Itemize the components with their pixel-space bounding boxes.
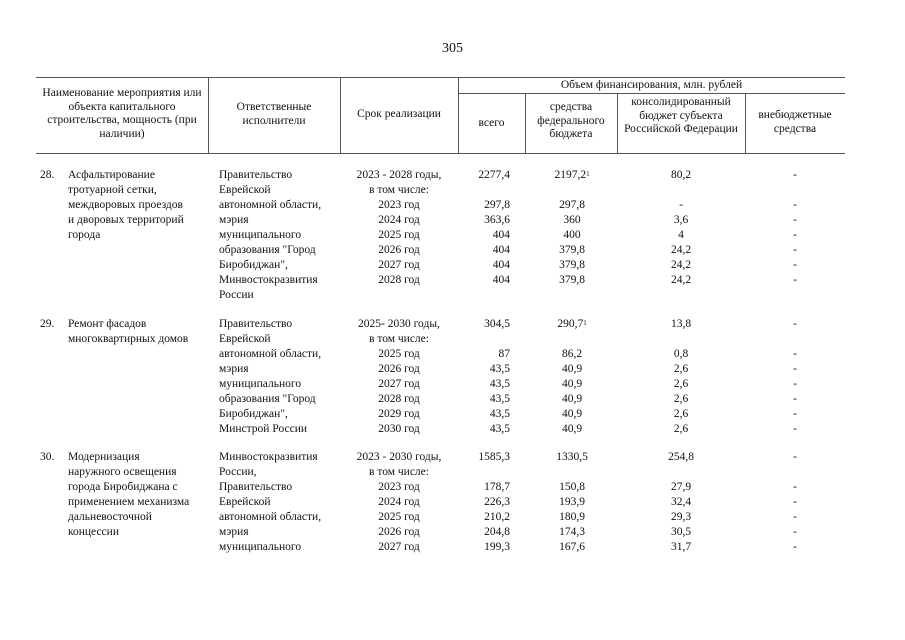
responsible-line: образования "Город bbox=[219, 393, 316, 405]
measure-name-line: тротуарной сетки, bbox=[68, 184, 157, 196]
extrabudget-value: - bbox=[793, 423, 797, 435]
regional-value: 32,4 bbox=[670, 496, 692, 508]
term-cell: 2023 год bbox=[378, 481, 420, 493]
extrabudget-value: - bbox=[793, 451, 797, 463]
extrabudget-value: - bbox=[793, 259, 797, 271]
regional-value bbox=[619, 332, 743, 347]
extrabudget-value bbox=[747, 183, 843, 198]
measure-name-line: города bbox=[68, 229, 101, 241]
term-cell: 2025 год bbox=[378, 348, 420, 360]
term-cell: 2030 год bbox=[378, 423, 420, 435]
extrabudget-value: - bbox=[793, 214, 797, 226]
federal-value-cell bbox=[527, 198, 617, 213]
total-value: 363,6 bbox=[484, 214, 510, 226]
extrabudget-value bbox=[747, 332, 843, 347]
measure-name-line: концессии bbox=[68, 526, 119, 538]
term-cell: 2025 год bbox=[378, 511, 420, 523]
total-value: 226,3 bbox=[484, 496, 510, 508]
term-cell: 2027 год bbox=[378, 378, 420, 390]
extrabudget-value: - bbox=[793, 541, 797, 553]
total-value: 178,7 bbox=[484, 481, 510, 493]
responsible-line: Минвостокразвития bbox=[219, 451, 318, 463]
header-top-rule bbox=[36, 77, 845, 78]
total-value: 404 bbox=[492, 259, 510, 271]
federal-value: 400 bbox=[563, 229, 581, 241]
total-value: 43,5 bbox=[489, 408, 510, 420]
total-value: 304,5 bbox=[484, 318, 510, 330]
extrabudget-value: - bbox=[793, 229, 797, 241]
federal-value-cell bbox=[527, 377, 617, 392]
extrabudget-value: - bbox=[793, 526, 797, 538]
extrabudget-value: - bbox=[793, 481, 797, 493]
responsible-line: муниципального bbox=[219, 229, 302, 241]
regional-value: 2,6 bbox=[673, 378, 689, 390]
total-value: 43,5 bbox=[489, 393, 510, 405]
federal-value: 193,9 bbox=[559, 496, 585, 508]
federal-value-cell bbox=[527, 540, 617, 555]
total-value: 43,5 bbox=[489, 423, 510, 435]
measure-name-line: многоквартирных домов bbox=[68, 333, 189, 345]
financing-subheader-rule bbox=[458, 93, 845, 94]
total-value bbox=[460, 465, 510, 480]
federal-value: 379,8 bbox=[559, 259, 585, 271]
regional-value: - bbox=[679, 199, 683, 211]
federal-value-cell bbox=[527, 317, 617, 332]
extrabudget-value: - bbox=[793, 496, 797, 508]
federal-value-cell bbox=[527, 258, 617, 273]
term-cell: 2026 год bbox=[378, 244, 420, 256]
header-financing: Объем финансирования, млн. рублей bbox=[560, 79, 743, 91]
extrabudget-value: - bbox=[793, 408, 797, 420]
responsible-line: Минвостокразвития bbox=[219, 274, 318, 286]
total-value: 2277,4 bbox=[478, 169, 510, 181]
total-value: 199,3 bbox=[484, 541, 510, 553]
responsible-line: Правительство bbox=[219, 481, 293, 493]
header-extrabudget: внебюджетные средства bbox=[758, 109, 832, 135]
regional-value: 4 bbox=[678, 229, 684, 241]
header-federal: средства федерального бюджета bbox=[537, 101, 605, 140]
federal-value-cell bbox=[527, 392, 617, 407]
regional-value: 2,6 bbox=[673, 363, 689, 375]
regional-value: 0,8 bbox=[673, 348, 689, 360]
responsible-line: автономной области, bbox=[219, 511, 322, 523]
federal-value: 360 bbox=[563, 214, 581, 226]
federal-value: 40,9 bbox=[561, 423, 583, 435]
term-cell: 2026 год bbox=[378, 526, 420, 538]
responsible-line: мэрия bbox=[219, 526, 249, 538]
federal-value: 167,6 bbox=[559, 541, 585, 553]
federal-value-cell bbox=[527, 168, 617, 183]
federal-value: 180,9 bbox=[559, 511, 585, 523]
federal-value-cell bbox=[527, 480, 617, 495]
measure-name-line: Ремонт фасадов bbox=[68, 318, 147, 330]
regional-value: 31,7 bbox=[670, 541, 692, 553]
extrabudget-value: - bbox=[793, 169, 797, 181]
federal-value: 40,9 bbox=[561, 378, 583, 390]
term-cell: 2024 год bbox=[378, 214, 420, 226]
total-value: 404 bbox=[492, 229, 510, 241]
regional-value: 30,5 bbox=[670, 526, 692, 538]
total-value bbox=[460, 332, 510, 347]
measure-name-line: дальневосточной bbox=[68, 511, 152, 523]
term-cell: 2028 год bbox=[378, 274, 420, 286]
measure-name-line: города Биробиджана с bbox=[68, 481, 178, 493]
total-value: 404 bbox=[492, 244, 510, 256]
regional-value: 13,8 bbox=[670, 318, 692, 330]
header-divider-5 bbox=[617, 93, 618, 153]
federal-value-cell bbox=[527, 495, 617, 510]
extrabudget-value: - bbox=[793, 348, 797, 360]
responsible-line: автономной области, bbox=[219, 348, 322, 360]
federal-value: 290,7 bbox=[557, 318, 584, 330]
federal-value: 1330,5 bbox=[556, 451, 588, 463]
regional-value bbox=[619, 183, 743, 198]
regional-value: 24,2 bbox=[670, 274, 692, 286]
federal-value: 86,2 bbox=[561, 348, 583, 360]
regional-value: 2,6 bbox=[673, 393, 689, 405]
regional-value bbox=[619, 465, 743, 480]
regional-value: 80,2 bbox=[670, 169, 692, 181]
term-cell: 2026 год bbox=[378, 363, 420, 375]
responsible-line: Биробиджан", bbox=[219, 408, 288, 420]
regional-value: 24,2 bbox=[670, 244, 692, 256]
header-divider-2 bbox=[340, 77, 341, 153]
total-value: 204,8 bbox=[484, 526, 510, 538]
federal-value-cell bbox=[527, 273, 617, 288]
federal-value-cell bbox=[527, 228, 617, 243]
regional-value: 2,6 bbox=[673, 408, 689, 420]
regional-value: 29,3 bbox=[670, 511, 692, 523]
header-responsible: Ответственные исполнители bbox=[236, 101, 312, 127]
measure-name-line: и дворовых территорий bbox=[68, 214, 184, 226]
federal-value-cell bbox=[527, 510, 617, 525]
term-cell: 2023 год bbox=[378, 199, 420, 211]
total-value bbox=[460, 183, 510, 198]
responsible-line: муниципального bbox=[219, 378, 302, 390]
federal-value-cell bbox=[527, 450, 617, 465]
regional-value: 27,9 bbox=[670, 481, 692, 493]
federal-value-cell bbox=[527, 213, 617, 228]
header-divider-6 bbox=[745, 93, 746, 153]
regional-value: 24,2 bbox=[670, 259, 692, 271]
extrabudget-value: - bbox=[793, 244, 797, 256]
row-number: 29. bbox=[40, 318, 55, 330]
total-value: 87 bbox=[498, 348, 510, 360]
measure-name-line: междворовых проездов bbox=[68, 199, 183, 211]
regional-value: 3,6 bbox=[673, 214, 689, 226]
federal-value: 174,3 bbox=[559, 526, 585, 538]
federal-value-cell bbox=[527, 347, 617, 362]
total-value: 297,8 bbox=[484, 199, 510, 211]
term-cell: 2023 - 2030 годы, bbox=[356, 451, 442, 463]
federal-value: 150,8 bbox=[559, 481, 585, 493]
responsible-line: автономной области, bbox=[219, 199, 322, 211]
header-divider-1 bbox=[208, 77, 209, 153]
extrabudget-value: - bbox=[793, 274, 797, 286]
total-value: 210,2 bbox=[484, 511, 510, 523]
extrabudget-value bbox=[747, 465, 843, 480]
federal-value-cell bbox=[527, 243, 617, 258]
federal-value: 40,9 bbox=[561, 408, 583, 420]
federal-value-cell bbox=[527, 407, 617, 422]
term-cell: 2027 год bbox=[378, 541, 420, 553]
responsible-line: Правительство bbox=[219, 169, 293, 181]
federal-value: 2197,2 bbox=[554, 169, 587, 181]
footnote-marker: 1 bbox=[586, 170, 590, 178]
row-number: 28. bbox=[40, 169, 55, 181]
federal-value-cell bbox=[527, 422, 617, 437]
term-cell: в том числе: bbox=[369, 466, 429, 478]
extrabudget-value: - bbox=[793, 393, 797, 405]
header-term: Срок реализации bbox=[357, 108, 441, 120]
measure-name-line: Модернизация bbox=[68, 451, 140, 463]
header-divider-3 bbox=[458, 77, 459, 153]
page-number: 305 bbox=[442, 41, 463, 56]
responsible-line: Биробиджан", bbox=[219, 259, 288, 271]
federal-value: 379,8 bbox=[559, 274, 585, 286]
term-cell: 2023 - 2028 годы, bbox=[356, 169, 442, 181]
total-value: 43,5 bbox=[489, 363, 510, 375]
header-name: Наименование мероприятия или объекта капитального строительства, мощность (при наличии) bbox=[42, 87, 202, 140]
term-cell: 2024 год bbox=[378, 496, 420, 508]
extrabudget-value: - bbox=[793, 511, 797, 523]
responsible-line: мэрия bbox=[219, 214, 249, 226]
measure-name-line: Асфальтирование bbox=[68, 169, 155, 181]
responsible-line: мэрия bbox=[219, 363, 249, 375]
measure-name-line: наружного освещения bbox=[68, 466, 177, 478]
federal-value: 40,9 bbox=[561, 393, 583, 405]
total-value: 43,5 bbox=[489, 378, 510, 390]
federal-value-cell bbox=[527, 465, 617, 480]
header-total: всего bbox=[478, 117, 505, 129]
term-cell: 2025 год bbox=[378, 229, 420, 241]
header-regional: консолидированный бюджет субъекта Российской Федерации bbox=[624, 96, 738, 135]
responsible-line: России bbox=[219, 289, 254, 301]
total-value: 404 bbox=[492, 274, 510, 286]
federal-value-cell bbox=[527, 183, 617, 198]
federal-value-cell bbox=[527, 525, 617, 540]
term-cell: 2025- 2030 годы, bbox=[358, 318, 440, 330]
responsible-line: Еврейской bbox=[219, 184, 271, 196]
term-cell: в том числе: bbox=[369, 184, 429, 196]
responsible-line: Правительство bbox=[219, 318, 293, 330]
header-divider-4 bbox=[525, 93, 526, 153]
responsible-line: Еврейской bbox=[219, 333, 271, 345]
extrabudget-value: - bbox=[793, 318, 797, 330]
responsible-line: Минстрой России bbox=[219, 423, 307, 435]
term-cell: 2027 год bbox=[378, 259, 420, 271]
responsible-line: Еврейской bbox=[219, 496, 271, 508]
extrabudget-value: - bbox=[793, 363, 797, 375]
regional-value: 254,8 bbox=[668, 451, 694, 463]
federal-value: 297,8 bbox=[559, 199, 585, 211]
responsible-line: России, bbox=[219, 466, 257, 478]
extrabudget-value: - bbox=[793, 378, 797, 390]
regional-value: 2,6 bbox=[673, 423, 689, 435]
footnote-marker: 1 bbox=[583, 319, 587, 327]
federal-value-cell bbox=[527, 332, 617, 347]
header-bottom-rule bbox=[36, 153, 845, 154]
term-cell: 2028 год bbox=[378, 393, 420, 405]
responsible-line: муниципального bbox=[219, 541, 302, 553]
measure-name-line: применением механизма bbox=[68, 496, 190, 508]
federal-value: 40,9 bbox=[561, 363, 583, 375]
federal-value: 379,8 bbox=[559, 244, 585, 256]
federal-value-cell bbox=[527, 362, 617, 377]
row-number: 30. bbox=[40, 451, 55, 463]
term-cell: 2029 год bbox=[378, 408, 420, 420]
term-cell: в том числе: bbox=[369, 333, 429, 345]
total-value: 1585,3 bbox=[478, 451, 510, 463]
extrabudget-value: - bbox=[793, 199, 797, 211]
responsible-line: образования "Город bbox=[219, 244, 316, 256]
